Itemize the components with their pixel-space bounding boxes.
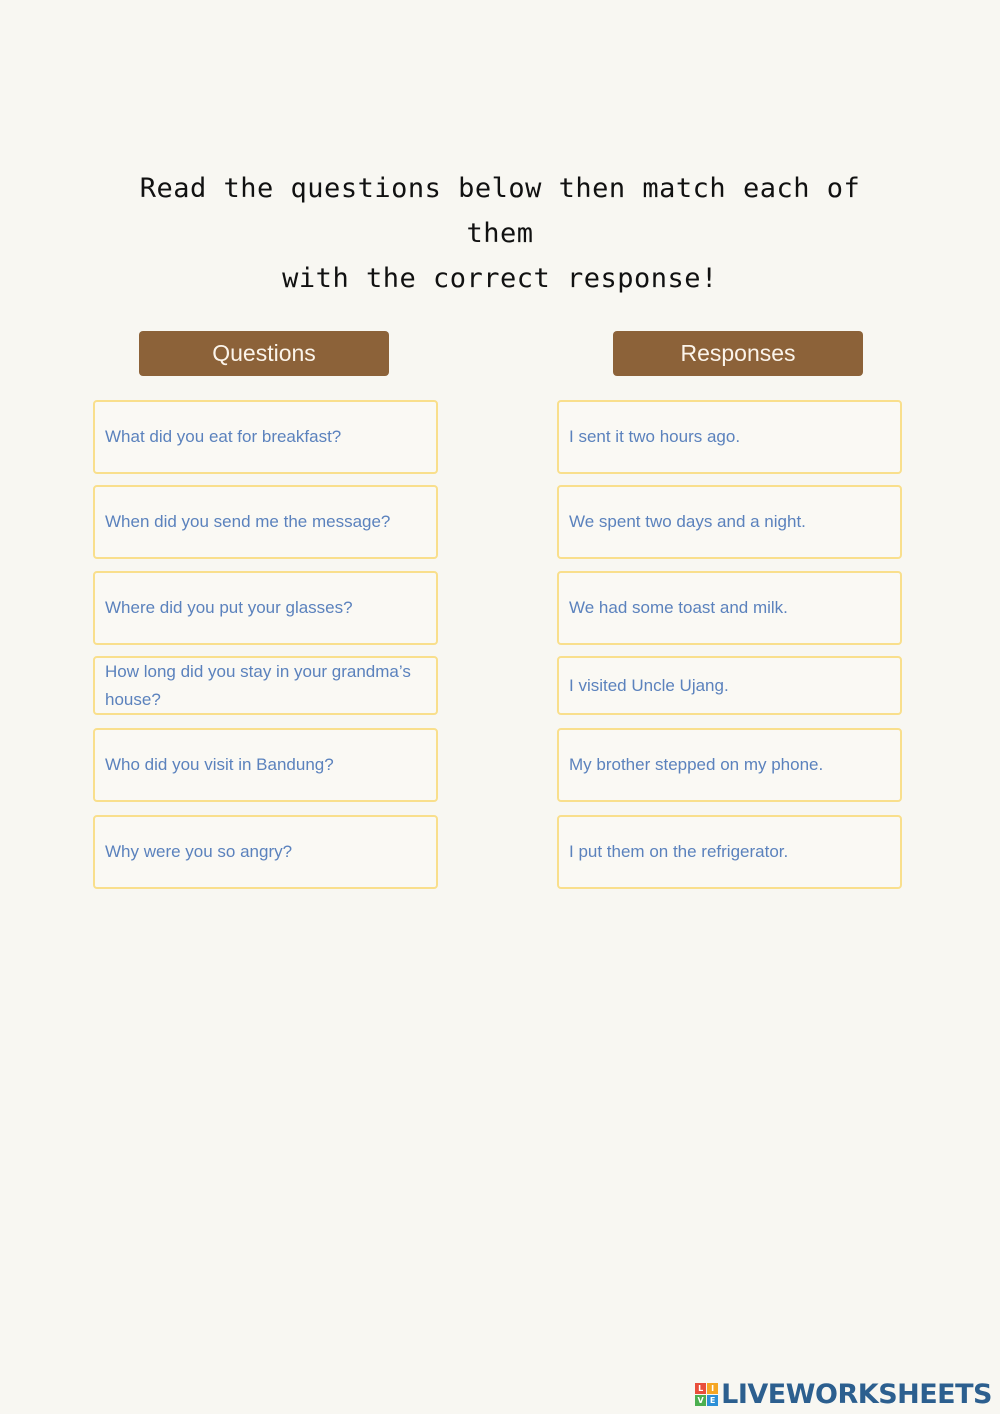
question-box-6[interactable]: Why were you so angry? bbox=[93, 815, 438, 889]
liveworksheets-logo bbox=[695, 1378, 992, 1410]
question-box-2[interactable]: When did you send me the message? bbox=[93, 485, 438, 559]
instructions-line-1: Read the questions below then match each of them bbox=[139, 173, 861, 249]
questions-header: Questions bbox=[139, 331, 389, 376]
question-box-3[interactable]: Where did you put your glasses? bbox=[93, 571, 438, 645]
logo-letter-i: I bbox=[707, 1383, 718, 1394]
question-box-4[interactable]: How long did you stay in your grandma’s house? bbox=[93, 656, 438, 715]
responses-header: Responses bbox=[613, 331, 863, 376]
logo-icon bbox=[695, 1383, 718, 1406]
question-box-1[interactable]: What did you eat for breakfast? bbox=[93, 400, 438, 474]
logo-letter-l: L bbox=[695, 1383, 706, 1394]
response-box-6[interactable]: I put them on the refrigerator. bbox=[557, 815, 902, 889]
logo-letter-v: V bbox=[695, 1395, 706, 1406]
response-box-2[interactable]: We spent two days and a night. bbox=[557, 485, 902, 559]
logo-letter-e: E bbox=[707, 1395, 718, 1406]
logo-text: LIVEWORKSHEETS bbox=[721, 1378, 992, 1410]
instructions-line-2: with the correct response! bbox=[282, 263, 718, 294]
response-box-4[interactable]: I visited Uncle Ujang. bbox=[557, 656, 902, 715]
question-box-5[interactable]: Who did you visit in Bandung? bbox=[93, 728, 438, 802]
instructions bbox=[100, 166, 900, 301]
response-box-3[interactable]: We had some toast and milk. bbox=[557, 571, 902, 645]
response-box-1[interactable]: I sent it two hours ago. bbox=[557, 400, 902, 474]
response-box-5[interactable]: My brother stepped on my phone. bbox=[557, 728, 902, 802]
